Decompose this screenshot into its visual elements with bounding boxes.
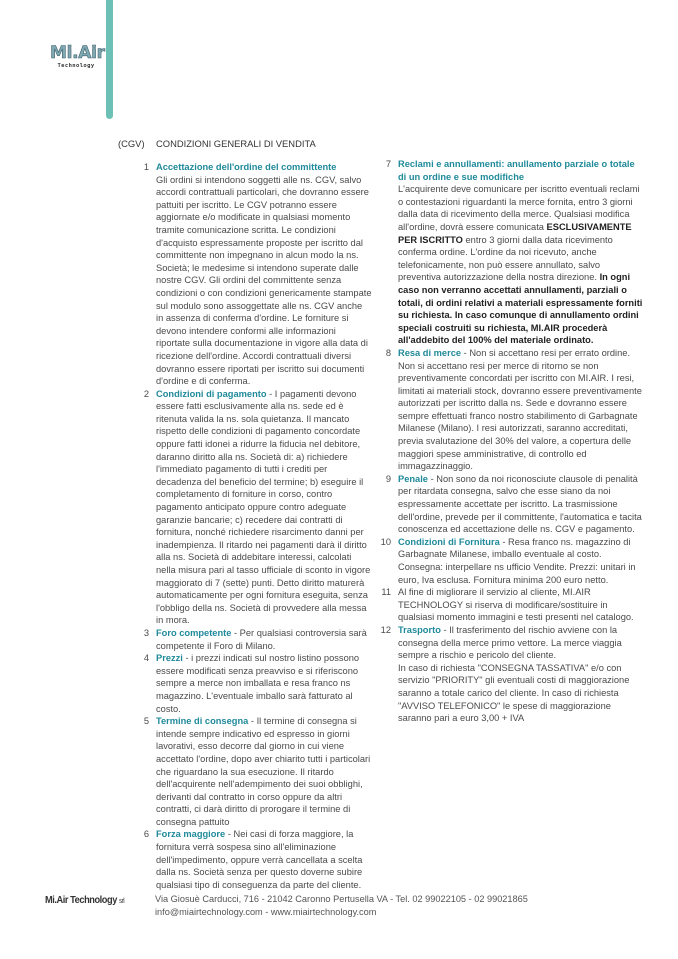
clause-number: 11 bbox=[381, 587, 391, 598]
clause-number: 3 bbox=[143, 627, 149, 638]
clause-number: 7 bbox=[385, 159, 391, 169]
clause-body: - Nei casi di forza maggiore, la fornitura verrà sospesa sino all'eliminazione dell'impedimento, oppure verrà cancellata a scelta dalla ns. Società senza per questo doverne subire qualsiasi tipo di conseguenza da parte del cliente. bbox=[156, 829, 363, 890]
footer-address-block bbox=[155, 893, 528, 919]
clause-11 bbox=[378, 586, 644, 624]
left-column bbox=[136, 161, 372, 891]
clause-number: 4 bbox=[143, 653, 149, 664]
company-logo bbox=[50, 43, 105, 69]
clause-body: - Il trasferimento del rischio avviene con la consegna della merce primo vettore. La merce viaggia sempre a rischio e pericolo del cliente. bbox=[398, 624, 622, 661]
logo-sub: Technology bbox=[57, 63, 95, 69]
clause-title: Trasporto bbox=[398, 624, 441, 635]
clause-number: 5 bbox=[143, 716, 149, 727]
clause-title: Forza maggiore bbox=[156, 829, 226, 840]
clause-6 bbox=[136, 828, 372, 891]
footer-brand-suffix: srl bbox=[119, 898, 125, 905]
clause-body: - i prezzi indicati sul nostro listino possono essere modificati senza preavviso e si riferiscono sempre a merce non imballata e resa franco ns magazzino. L'eventuale imballo sarà fatturato al costo. bbox=[156, 653, 360, 714]
clause-title: Condizioni di Fornitura bbox=[398, 536, 500, 547]
clause-number: 1 bbox=[143, 162, 149, 172]
clause-title: Termine di consegna bbox=[156, 716, 249, 727]
clause-body: - Non si accettano resi per errato ordine. Non si accettano resi per merce di ritorno se non preventivamente concordati per iscritto con MI.AIR. I resi, limitati ai materiali stock, dovranno essere preventivamente autorizzati per iscritto dalla ns. Sede e dovranno essere sempre effettuati franco nostro stabilimento di Garbagnate Milanese (Milano). I resi autorizzati, saranno accreditati, previa svalutazione del 30% del valore, a copertura delle maggiori spese amministrative, di controllo ed immagazzinaggio. bbox=[398, 347, 642, 472]
clause-3 bbox=[136, 627, 372, 652]
doc-code: (CGV) bbox=[118, 138, 145, 149]
doc-title: CONDIZIONI GENERALI DI VENDITA bbox=[156, 138, 316, 149]
right-column bbox=[378, 158, 644, 725]
logo-name: Mi.Air bbox=[50, 43, 105, 63]
clause-title: Resa di merce bbox=[398, 347, 462, 358]
clause-2 bbox=[136, 388, 372, 627]
clause-emphasis: In ogni caso non verranno accettati annullamenti, parziali o totali, di ordini relativi a materiali espressamente forniti su richiesta. In caso comunque di annullamento ordini speciali costruiti su richiesta, MI.AIR procederà all'addebito del 100% del materiale ordinato. bbox=[398, 272, 643, 346]
clause-12 bbox=[378, 624, 644, 725]
clause-body: - Il termine di consegna si intende sempre indicativo ed espresso in giorni lavorativi, esso decorre dal giorno in cui viene accettato l'ordine, dopo aver chiarito tutti i particolari che riguardano la sua esecuzione. Il ritardo dell'acquirente nell'adempimento dei suoi obblighi, derivanti dal contratto in corso oppure da altri contratti, ci darà diritto di prorogare il termine di consegna pattuito bbox=[156, 716, 371, 827]
clause-title: Reclami e annullamenti: anullamento parziale o totale di un ordine e sue modifiche bbox=[398, 159, 635, 182]
footer-brand bbox=[45, 894, 124, 906]
clause-title: Foro competente bbox=[156, 627, 232, 638]
clause-8 bbox=[378, 347, 644, 473]
clause-body: - Non sono da noi riconosciute clausole di penalità per ritardata consegna, salvo che esse siano da noi espressamente accettate per iscritto. La trasmissione dell'ordine, prevede per il committente, l'automatica e tacita conoscenza ed accettazione delle ns. CGV e pagamento. bbox=[398, 473, 642, 535]
clause-number: 9 bbox=[385, 473, 391, 484]
clause-number: 6 bbox=[143, 829, 149, 840]
clause-9 bbox=[378, 473, 644, 536]
accent-bar bbox=[106, 0, 113, 119]
clause-body: Al fine di migliorare il servizio al cliente, MI.AIR TECHNOLOGY si riserva di modificare/sostituire in qualsiasi momento immagini e testi presenti nel catalogo. bbox=[398, 587, 634, 623]
clause-body: L'acquirente deve comunicare per iscritto eventuali reclami o contestazioni riguardanti la merce fornita, entro 3 giorni dalla data di ricevimento della merce. Qualsiasi modifica all'ordine, dovrà essere comunicata bbox=[398, 184, 640, 232]
clause-5 bbox=[136, 715, 372, 828]
clause-title: Condizioni di pagamento bbox=[156, 388, 267, 399]
clause-1 bbox=[136, 161, 372, 388]
clause-body: - Resa franco ns. magazzino di Garbagnate Milanese, imballo eventuale al costo. Consegna: interpellare ns ufficio Vendite. Prezzi: unitari in euro, Iva esclusa. Fornitura minima 200 euro netto. bbox=[398, 536, 636, 585]
clause-number: 2 bbox=[143, 388, 149, 399]
clause-body: - I pagamenti devono essere fatti esclusivamente alla ns. sede ed è ritenuta valida la ns. sola quietanza. Il mancato rispetto delle condizioni di pagamento concordate oppure fatti idonei a ridurre la fiducia nel debitore, daranno diritto alla ns. Società di: a) richiedere l'immediato pagamento di tutti i crediti per decadenza del beneficio del termine; b) eseguire il completamento di forniture in corso, contro pagamento anticipato oppure contro adeguate garanzie bancarie; c) recedere dai contratti di fornitura, nonché richiedere risarcimento danni per inadempienza. Il ritardo nei pagamenti darà il diritto alla ns. Società di addebitare interessi, calcolati nella misura pari al tasso ufficiale di sconto in vigore maggiorato di 7 (sette) punti. Detto diritto maturerà automaticamente per ogni fornitura eseguita, senza l'obbligo della ns. Società di provvedere alla messa in mora. bbox=[156, 388, 371, 626]
footer-contacts: info@miairtechnology.com - www.miairtechnology.com bbox=[155, 907, 377, 917]
clause-10 bbox=[378, 536, 644, 586]
clause-body: - Per qualsiasi controversia sarà competente il Foro di Milano. bbox=[156, 627, 367, 651]
clause-number: 12 bbox=[380, 624, 391, 635]
clause-emphasis: ESCLUSIVAMENTE PER ISCRITTO bbox=[398, 221, 632, 245]
footer-address: Via Giosuè Carducci, 716 - 21042 Caronno Pertusella VA - Tel. 02 99022105 - 02 99021865 bbox=[155, 894, 528, 904]
clause-body-continued: entro 3 giorni dalla data ricevimento conferma ordine. L'ordine da noi ricevuto, anche telefonicamente, non può essere annullato, salvo preventiva autorizzazione della nostra direzione. bbox=[398, 234, 613, 283]
clause-7 bbox=[378, 158, 644, 347]
clause-number: 10 bbox=[380, 536, 391, 547]
clause-body: Gli ordini si intendono soggetti alle ns. CGV, salvo accordi contrattuali particolari, che dovranno essere pattuiti per iscritto. Le CGV potranno essere aggiornate e/o modificate in qualsiasi momento tramite comunicazione scritta. Le condizioni d'acquisto espressamente proposte per iscritto dal committente non impegnano in alcun modo la ns. Società; le medesime si intendono superate dalle nostre CGV. Gli ordini del committente senza condizioni o con condizioni genericamente stampate sul modulo sono assoggettate alle ns. CGV anche in assenza di conferma d'ordine. Le forniture si devono intendere conformi alle informazioni riportate sulla documentazione in vigore alla data di ricezione dell'ordine. Accordi contrattuali diversi dovranno essere riportati per iscritto sui documenti d'ordine e di conferma. bbox=[156, 174, 372, 387]
footer-brand-name: Mi.Air Technology bbox=[45, 894, 117, 906]
clause-body-continued: In caso di richiesta "CONSEGNA TASSATIVA" e/o con servizio "PRIORITY" gli eventuali costi di maggiorazione saranno a totale carico del cliente. In caso di richiesta "AVVISO TELEFONICO" le spese di maggiorazione saranno pari a euro 3,00 + IVA bbox=[398, 662, 630, 724]
clause-title: Accettazione dell'ordine del committente bbox=[156, 162, 337, 172]
clause-number: 8 bbox=[385, 347, 391, 358]
clause-title: Penale bbox=[398, 473, 428, 484]
clause-title: Prezzi bbox=[156, 653, 183, 664]
clause-4 bbox=[136, 652, 372, 715]
